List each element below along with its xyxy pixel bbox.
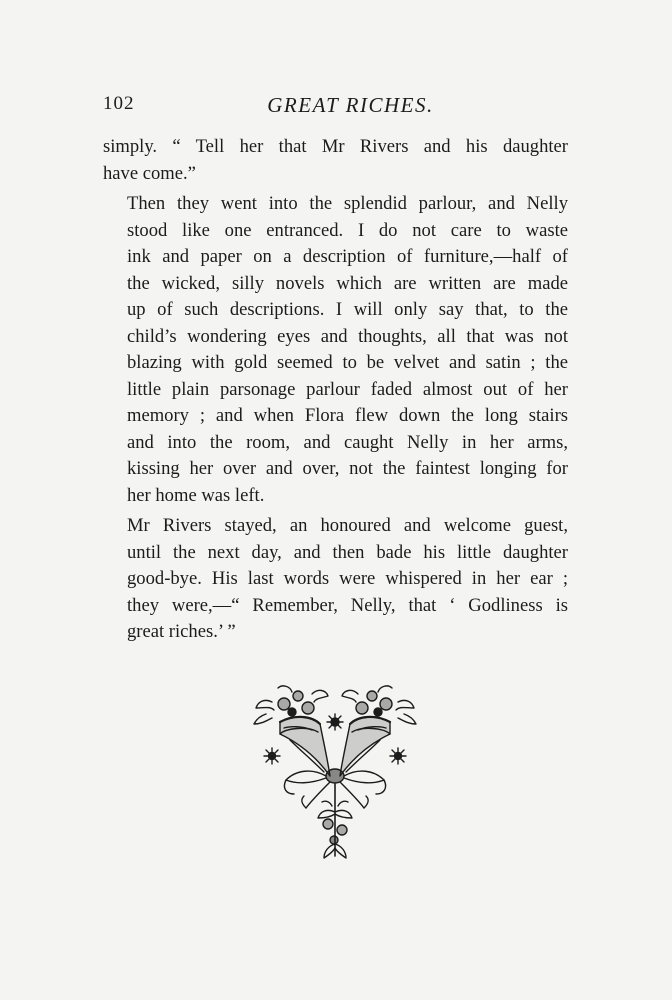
text-line: great riches.’ ”: [127, 621, 236, 642]
text-line: Mr Rivers stayed, an honoured and welcome guest,: [127, 515, 568, 536]
paragraph-3: [103, 513, 568, 646]
text-line: memory ; and when Flora flew down the long stairs: [127, 405, 568, 426]
text-line: have come.”: [103, 162, 196, 184]
text-line: ink and paper on a description of furniture,—half of: [127, 246, 568, 267]
text-line: her home was left.: [127, 484, 265, 506]
text-line: they were,—“ Remember, Nelly, that ‘ Godliness is: [127, 594, 568, 616]
text-line: little plain parsonage parlour faded almost out of her: [127, 378, 568, 400]
paragraph-2: [103, 191, 568, 509]
text-line: up of such descriptions. I will only say that, to the: [127, 299, 568, 320]
cornucopia-floral-tailpiece-icon: [250, 684, 420, 864]
text-line: kissing her over and over, not the faintest longing for: [127, 458, 568, 479]
text-line: Then they went into the splendid parlour, and Nelly: [127, 193, 568, 214]
text-line: until the next day, and then bade his little daughter: [127, 541, 568, 563]
text-line: simply. “ Tell her that Mr Rivers and his daughter: [103, 136, 568, 157]
text-line: child’s wondering eyes and thoughts, all that was not: [127, 325, 568, 347]
text-line: and into the room, and caught Nelly in her arms,: [127, 431, 568, 453]
body-text: [103, 134, 568, 646]
text-line: good-bye. His last words were whispered in her ear ;: [127, 568, 568, 589]
text-line: blazing with gold seemed to be velvet and satin ; the: [127, 352, 568, 373]
paragraph-1: [103, 134, 568, 187]
running-title: GREAT RICHES.: [267, 93, 434, 117]
running-head: [103, 93, 568, 121]
text-line: stood like one entranced. I do not care to waste: [127, 219, 568, 241]
text-line: the wicked, silly novels which are written are made: [127, 272, 568, 294]
page-number: 102: [103, 93, 135, 114]
